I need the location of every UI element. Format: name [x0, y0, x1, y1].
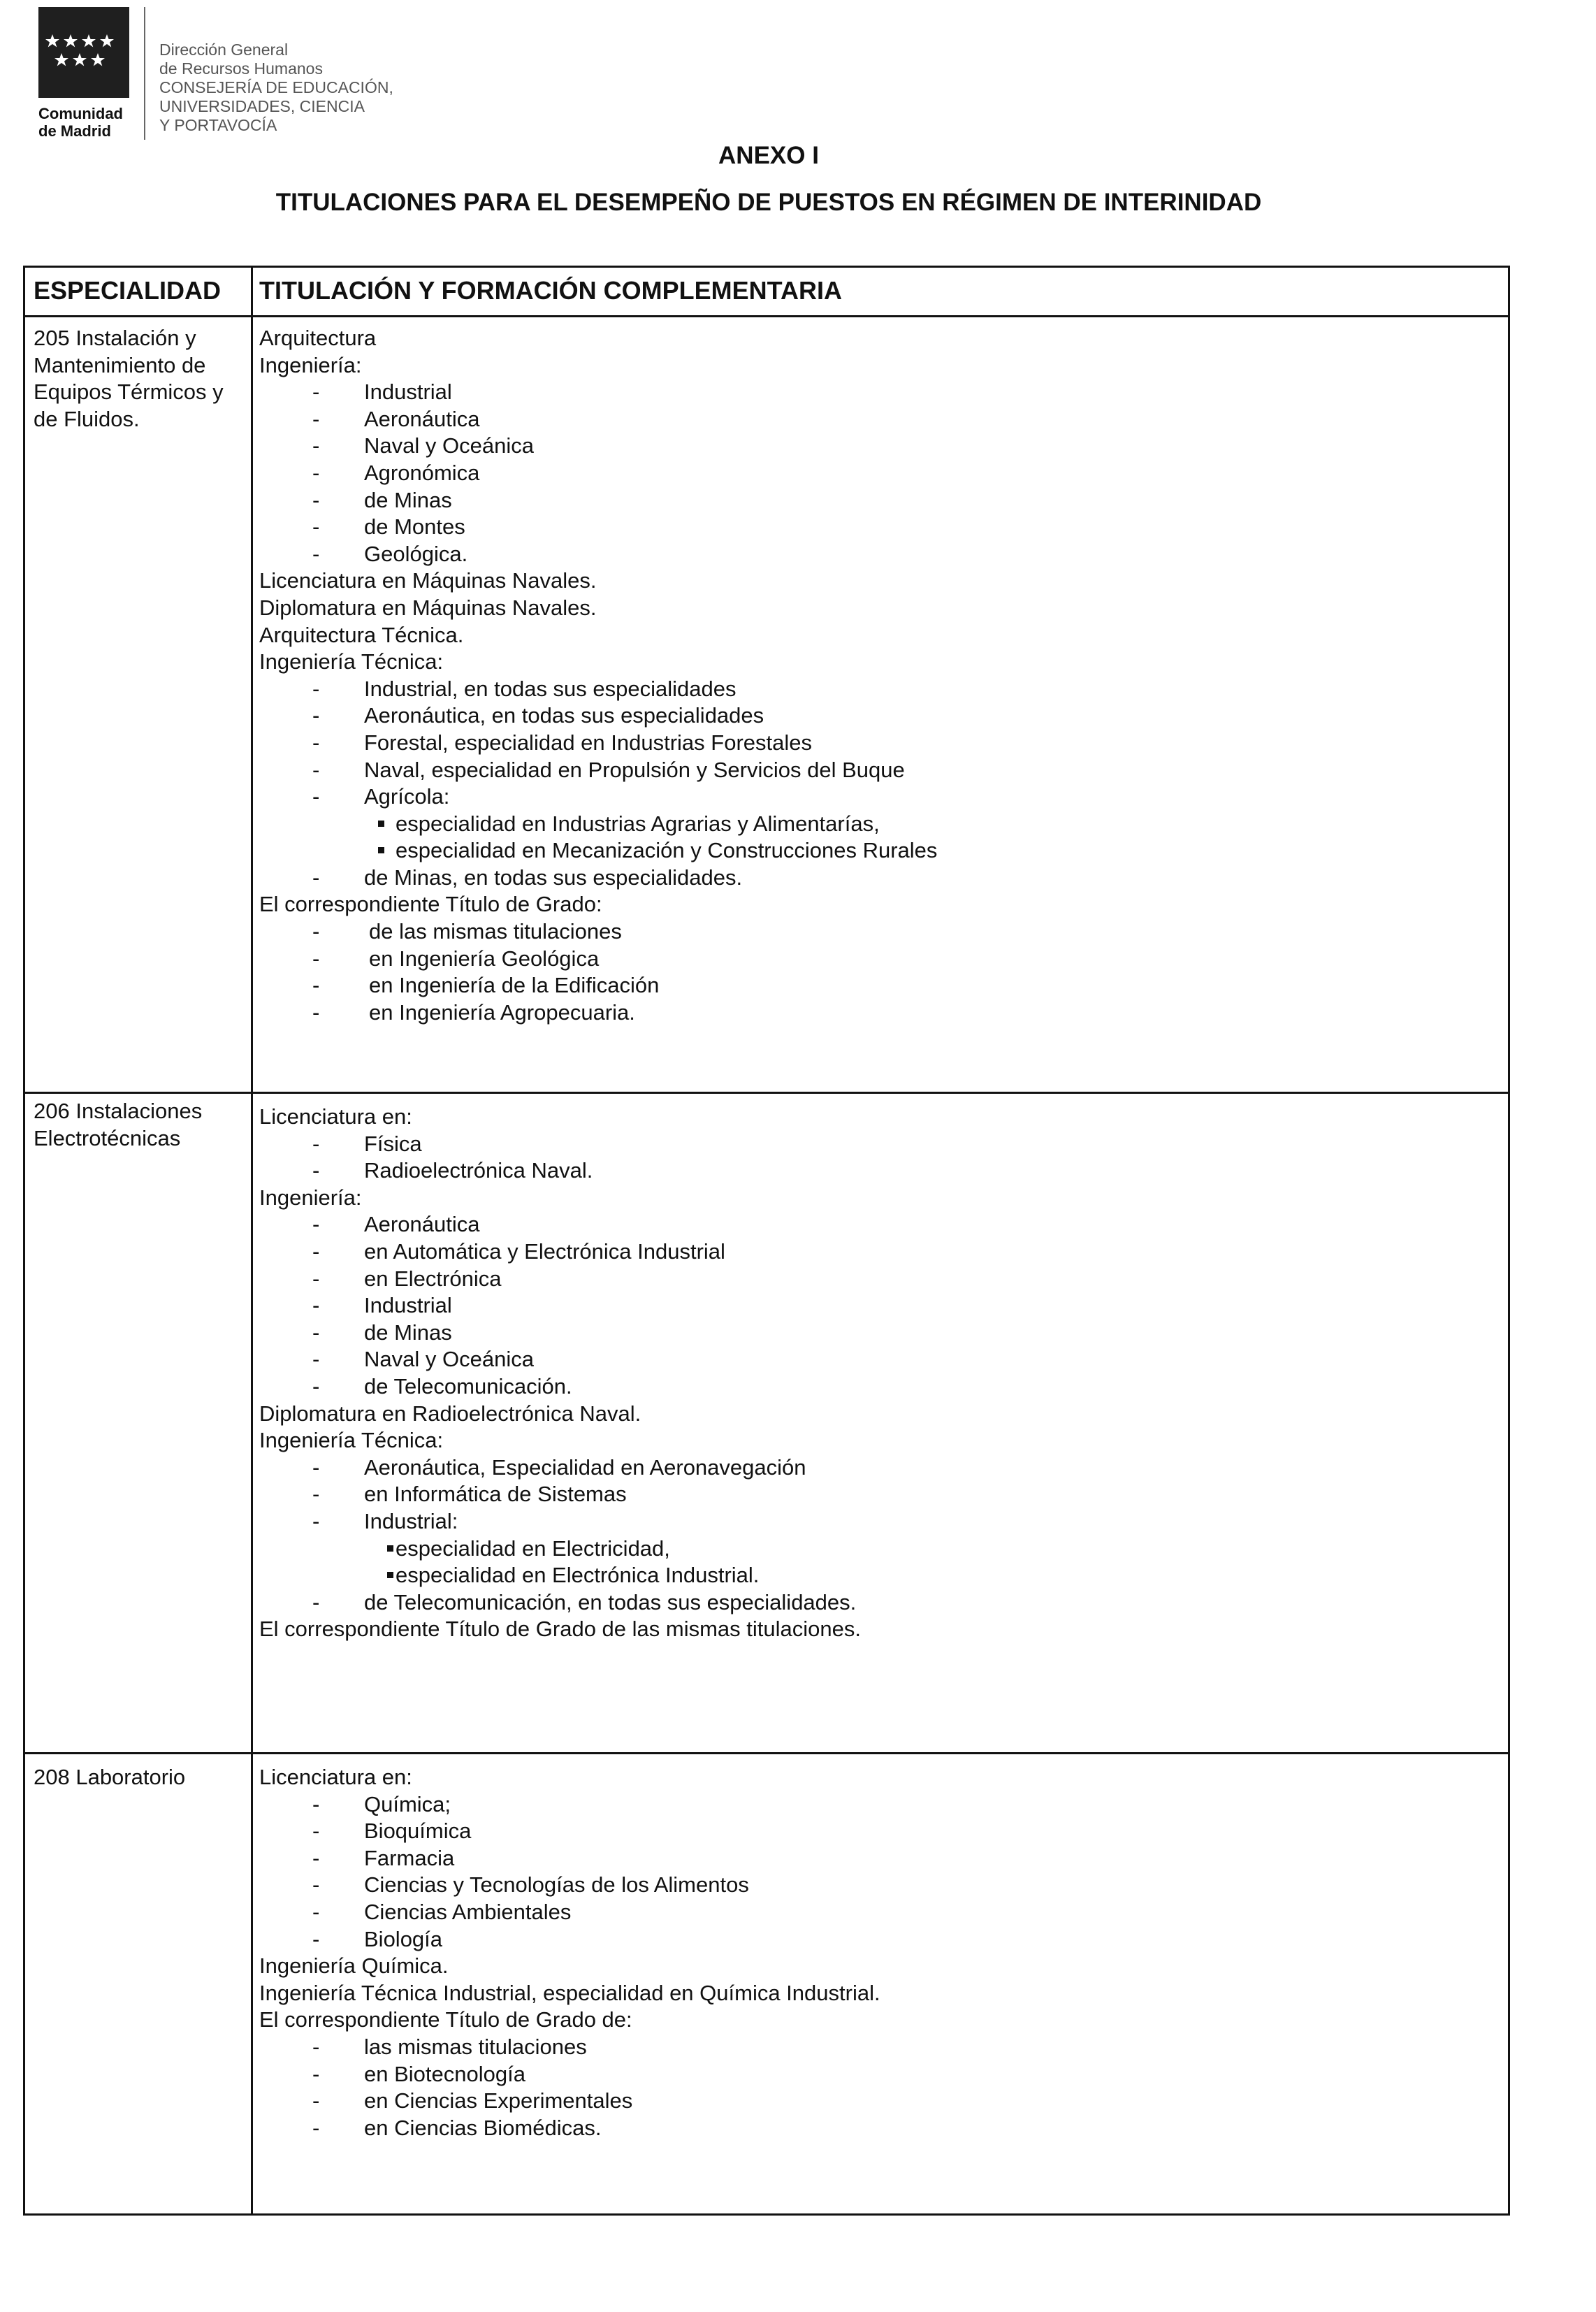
logo-caption-line: Comunidad — [38, 105, 123, 122]
dash-bullet: - — [312, 514, 320, 540]
item-text: Ingeniería: — [259, 352, 362, 377]
column-header-specialty: ESPECIALIDAD — [34, 276, 222, 305]
item-text: especialidad en Industrias Agrarias y Alimentarías, — [396, 811, 880, 836]
row-divider — [25, 1752, 1508, 1754]
specialty-line: 205 Instalación y — [34, 326, 196, 350]
dash-bullet: - — [312, 1266, 320, 1291]
dash-bullet: - — [312, 1899, 320, 1924]
row-divider — [25, 1092, 1508, 1094]
dash-bullet: - — [312, 1454, 320, 1480]
list-item — [259, 891, 1503, 918]
dash-bullet: - — [312, 1791, 320, 1816]
dept-line: Y PORTAVOCÍA — [159, 116, 277, 134]
dept-line: UNIVERSIDADES, CIENCIA — [159, 97, 365, 115]
list-item — [259, 649, 1503, 676]
dash-bullet: - — [312, 1819, 320, 1844]
list-item — [259, 1980, 1503, 2007]
list-item — [259, 433, 1503, 460]
item-text: Diplomatura en Máquinas Navales. — [259, 595, 597, 620]
list-item — [259, 1320, 1503, 1347]
list-item — [259, 1238, 1503, 1266]
list-item — [259, 2088, 1503, 2115]
list-item — [259, 1131, 1503, 1158]
list-item — [259, 1481, 1503, 1508]
specialty-cell — [34, 1764, 243, 1791]
list-item — [259, 783, 1503, 811]
dash-bullet: - — [312, 2034, 320, 2059]
item-text: Aeronáutica — [364, 1212, 480, 1237]
dash-bullet: - — [312, 1926, 320, 1951]
specialty-cell — [34, 1098, 243, 1152]
list-item — [259, 1953, 1503, 1980]
item-text: de las mismas titulaciones — [369, 919, 622, 944]
item-text: Ingeniería: — [259, 1185, 362, 1210]
item-text: El correspondiente Título de Grado: — [259, 892, 602, 917]
dash-bullet: - — [312, 676, 320, 701]
item-text: especialidad en Electricidad, — [396, 1536, 670, 1561]
list-item — [259, 837, 1503, 865]
item-text: Industrial — [364, 1293, 452, 1318]
specialty-line: de Fluidos. — [34, 406, 140, 431]
item-text: en Automática y Electrónica Industrial — [364, 1238, 725, 1264]
item-text: Agronómica — [364, 460, 480, 485]
qualification-cell — [259, 1104, 1503, 1643]
dash-bullet: - — [312, 1589, 320, 1614]
item-text: Licenciatura en: — [259, 1765, 412, 1789]
item-text: Biología — [364, 1926, 443, 1951]
item-text: Naval, especialidad en Propulsión y Servicios del Buque — [364, 757, 905, 782]
item-text: Industrial: — [364, 1508, 458, 1533]
list-item — [259, 460, 1503, 487]
dash-bullet: - — [312, 460, 320, 485]
item-text: Farmacia — [364, 1845, 455, 1870]
dash-bullet: - — [312, 1508, 320, 1533]
list-item — [259, 730, 1503, 757]
dash-bullet: - — [312, 730, 320, 755]
list-item — [259, 1292, 1503, 1320]
item-text: Industrial, en todas sus especialidades — [364, 676, 737, 701]
list-item — [259, 757, 1503, 784]
qualification-cell — [259, 1764, 1503, 2141]
item-text: Agrícola: — [364, 784, 450, 809]
list-item — [259, 865, 1503, 892]
list-item — [259, 406, 1503, 433]
item-text: especialidad en Electrónica Industrial. — [396, 1563, 760, 1588]
item-text: Radioelectrónica Naval. — [364, 1158, 593, 1183]
dash-bullet: - — [312, 1482, 320, 1507]
list-item — [259, 972, 1503, 999]
dash-bullet: - — [312, 380, 320, 405]
list-item — [259, 1589, 1503, 1617]
header-row-divider — [25, 315, 1508, 317]
list-item — [259, 1872, 1503, 1899]
dash-bullet: - — [312, 1158, 320, 1183]
list-item — [259, 1616, 1503, 1643]
dash-bullet: - — [312, 1845, 320, 1870]
item-text: de Minas, en todas sus especialidades. — [364, 865, 743, 890]
list-item — [259, 1266, 1503, 1293]
dash-bullet: - — [312, 973, 320, 998]
list-item — [259, 918, 1503, 946]
list-item — [259, 379, 1503, 406]
item-text: Naval y Oceánica — [364, 433, 534, 458]
square-bullet-icon — [387, 1545, 393, 1552]
item-text: en Ciencias Experimentales — [364, 2088, 633, 2114]
list-item — [259, 999, 1503, 1027]
list-item — [259, 1346, 1503, 1373]
list-item — [259, 1764, 1503, 1791]
item-text: Ingeniería Química. — [259, 1953, 449, 1979]
list-item — [259, 487, 1503, 514]
item-text: Naval y Oceánica — [364, 1347, 534, 1372]
list-item — [259, 1185, 1503, 1212]
community-logo — [38, 7, 136, 141]
item-text: Industrial — [364, 380, 452, 405]
specialty-line: 206 Instalaciones — [34, 1099, 203, 1123]
list-item — [259, 1508, 1503, 1536]
document-title: TITULACIONES PARA EL DESEMPEÑO DE PUESTOS EN RÉGIMEN DE INTERINIDAD — [275, 189, 1262, 216]
item-text: Forestal, especialidad en Industrias Forestales — [364, 730, 812, 755]
list-item — [259, 1157, 1503, 1185]
list-item — [259, 1211, 1503, 1238]
dash-bullet: - — [312, 1212, 320, 1237]
item-text: Bioquímica — [364, 1819, 472, 1844]
item-text: Aeronáutica, en todas sus especialidades — [364, 703, 764, 728]
item-text: Aeronáutica, Especialidad en Aeronavegación — [364, 1454, 806, 1480]
item-text: Química; — [364, 1791, 451, 1816]
qualification-cell — [259, 325, 1503, 1026]
list-item — [259, 1373, 1503, 1401]
dash-bullet: - — [312, 1347, 320, 1372]
dept-line: de Recursos Humanos — [159, 59, 323, 78]
list-item — [259, 352, 1503, 380]
item-text: en Ingeniería de la Edificación — [369, 973, 660, 998]
list-item — [259, 568, 1503, 595]
dash-bullet: - — [312, 1131, 320, 1156]
annex-title: ANEXO I — [718, 142, 819, 169]
list-item — [259, 2007, 1503, 2034]
dash-bullet: - — [312, 2115, 320, 2140]
logo-caption — [38, 105, 136, 140]
department-block — [159, 41, 393, 135]
list-item — [259, 325, 1503, 352]
specialty-line: Electrotécnicas — [34, 1125, 181, 1150]
dash-bullet: - — [312, 946, 320, 971]
item-text: Geológica. — [364, 541, 468, 566]
dash-bullet: - — [312, 1872, 320, 1898]
dept-line: Dirección General — [159, 41, 289, 59]
list-item — [259, 1401, 1503, 1428]
item-text: Arquitectura Técnica. — [259, 622, 464, 647]
dash-bullet: - — [312, 1320, 320, 1345]
item-text: de Minas — [364, 1320, 452, 1345]
list-item — [259, 1899, 1503, 1926]
list-item — [259, 1536, 1503, 1563]
dash-bullet: - — [312, 703, 320, 728]
list-item — [259, 702, 1503, 730]
dash-bullet: - — [312, 541, 320, 566]
specialty-line: Mantenimiento de — [34, 352, 206, 377]
list-item — [259, 541, 1503, 568]
item-text: Licenciatura en Máquinas Navales. — [259, 568, 597, 593]
list-item — [259, 2034, 1503, 2061]
item-text: Ingeniería Técnica: — [259, 1428, 444, 1453]
dash-bullet: - — [312, 1238, 320, 1264]
header-divider — [144, 7, 145, 140]
item-text: de Telecomunicación, en todas sus especialidades. — [364, 1589, 857, 1614]
item-text: especialidad en Mecanización y Construcciones Rurales — [396, 838, 938, 863]
list-item — [259, 1926, 1503, 1953]
logo-caption-line: de Madrid — [38, 122, 111, 140]
dash-bullet: - — [312, 1293, 320, 1318]
item-text: El correspondiente Título de Grado de: — [259, 2007, 632, 2032]
square-bullet-icon — [387, 1572, 393, 1578]
list-item — [259, 1427, 1503, 1454]
item-text: en Ciencias Biomédicas. — [364, 2115, 602, 2140]
list-item — [259, 1104, 1503, 1131]
dash-bullet: - — [312, 865, 320, 890]
list-item — [259, 1562, 1503, 1589]
dept-line: CONSEJERÍA DE EDUCACIÓN, — [159, 78, 393, 96]
column-divider — [251, 268, 253, 2213]
item-text: en Electrónica — [364, 1266, 502, 1291]
item-text: Arquitectura — [259, 326, 377, 350]
specialty-line: 208 Laboratorio — [34, 1765, 186, 1789]
list-item — [259, 514, 1503, 541]
list-item — [259, 676, 1503, 703]
item-text: de Minas — [364, 487, 452, 512]
qualifications-table — [23, 266, 1510, 2216]
list-item — [259, 2115, 1503, 2142]
dash-bullet: - — [312, 406, 320, 431]
dash-bullet: - — [312, 757, 320, 782]
flag-stars-icon — [38, 7, 129, 98]
item-text: Ingeniería Técnica Industrial, especialidad en Química Industrial. — [259, 1980, 880, 2005]
dash-bullet: - — [312, 433, 320, 458]
dash-bullet: - — [312, 999, 320, 1025]
specialty-cell — [34, 325, 243, 433]
dash-bullet: - — [312, 1373, 320, 1399]
item-text: Licenciatura en: — [259, 1104, 412, 1129]
item-text: de Telecomunicación. — [364, 1373, 572, 1399]
dash-bullet: - — [312, 784, 320, 809]
item-text: Diplomatura en Radioelectrónica Naval. — [259, 1401, 641, 1426]
list-item — [259, 946, 1503, 973]
dash-bullet: - — [312, 919, 320, 944]
item-text: en Biotecnología — [364, 2061, 525, 2086]
list-item — [259, 1845, 1503, 1872]
list-item — [259, 595, 1503, 622]
list-item — [259, 1791, 1503, 1819]
item-text: Ingeniería Técnica: — [259, 649, 444, 674]
item-text: en Ingeniería Agropecuaria. — [369, 999, 635, 1025]
specialty-line: Equipos Térmicos y — [34, 380, 224, 405]
item-text: El correspondiente Título de Grado de las mismas titulaciones. — [259, 1617, 861, 1642]
square-bullet-icon — [378, 847, 384, 853]
list-item — [259, 1454, 1503, 1482]
list-item — [259, 811, 1503, 838]
item-text: Física — [364, 1131, 422, 1156]
item-text: de Montes — [364, 514, 465, 540]
list-item — [259, 2061, 1503, 2088]
column-header-qualification: TITULACIÓN Y FORMACIÓN COMPLEMENTARIA — [259, 276, 842, 305]
item-text: las mismas titulaciones — [364, 2034, 587, 2059]
list-item — [259, 1818, 1503, 1845]
item-text: Ciencias Ambientales — [364, 1899, 572, 1924]
dash-bullet: - — [312, 2061, 320, 2086]
dash-bullet: - — [312, 2088, 320, 2114]
item-text: Aeronáutica — [364, 406, 480, 431]
list-item — [259, 622, 1503, 649]
item-text: Ciencias y Tecnologías de los Alimentos — [364, 1872, 749, 1898]
item-text: en Informática de Sistemas — [364, 1482, 627, 1507]
square-bullet-icon — [378, 821, 384, 827]
item-text: en Ingeniería Geológica — [369, 946, 600, 971]
dash-bullet: - — [312, 487, 320, 512]
